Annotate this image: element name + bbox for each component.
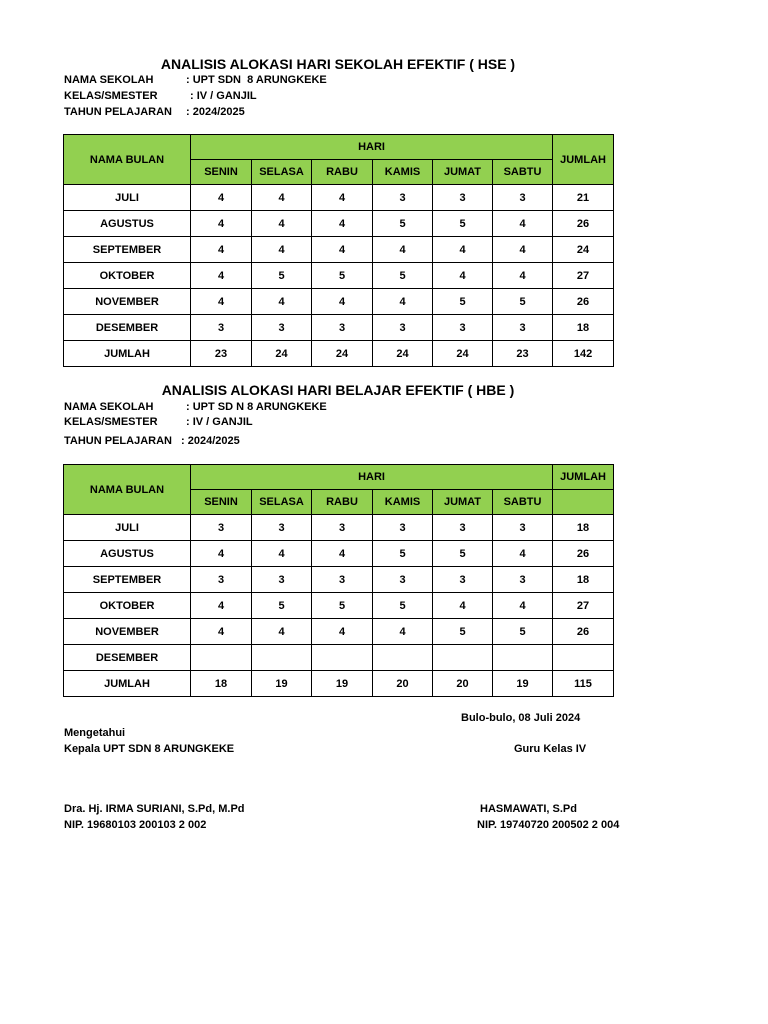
teacher-name: HASMAWATI, S.Pd	[480, 803, 577, 815]
column-total-cell: 19	[493, 671, 553, 697]
day-count-cell: 3	[191, 515, 252, 541]
table-row	[64, 619, 614, 645]
total-row-label: JUMLAH	[64, 341, 191, 367]
column-total-cell: 23	[493, 341, 553, 367]
column-total-cell: 24	[312, 341, 373, 367]
day-count-cell: 4	[312, 185, 373, 211]
row-total-cell: 18	[553, 515, 614, 541]
column-header-month: NAMA BULAN	[64, 135, 191, 185]
day-count-cell: 4	[433, 593, 493, 619]
table-row	[64, 263, 614, 289]
row-total-cell: 27	[553, 263, 614, 289]
hbe-year-label: TAHUN PELAJARAN	[64, 435, 172, 447]
total-row-label: JUMLAH	[64, 671, 191, 697]
day-count-cell: 3	[373, 515, 433, 541]
day-count-cell: 4	[373, 289, 433, 315]
table-row	[64, 645, 614, 671]
column-header-day: RABU	[312, 490, 373, 515]
day-count-cell: 4	[312, 289, 373, 315]
day-count-cell: 3	[191, 567, 252, 593]
day-count-cell: 3	[493, 515, 553, 541]
day-count-cell: 4	[252, 541, 312, 567]
month-cell: NOVEMBER	[64, 289, 191, 315]
day-count-cell: 5	[493, 619, 553, 645]
table-row	[64, 541, 614, 567]
hbe-year-value: : 2024/2025	[181, 435, 240, 447]
day-count-cell: 4	[493, 541, 553, 567]
day-count-cell: 4	[433, 237, 493, 263]
day-count-cell: 3	[312, 315, 373, 341]
column-header-day: SABTU	[493, 490, 553, 515]
row-total-cell	[553, 645, 614, 671]
column-total-cell: 23	[191, 341, 252, 367]
column-header-day: SENIN	[191, 490, 252, 515]
day-count-cell: 4	[252, 237, 312, 263]
day-count-cell	[312, 645, 373, 671]
month-cell: AGUSTUS	[64, 541, 191, 567]
hbe-table	[63, 464, 614, 697]
month-cell: DESEMBER	[64, 315, 191, 341]
hbe-school-label: NAMA SEKOLAH	[64, 401, 154, 413]
principal-name: Dra. Hj. IRMA SURIANI, S.Pd, M.Pd	[64, 803, 245, 815]
day-count-cell: 5	[312, 263, 373, 289]
day-count-cell: 4	[252, 211, 312, 237]
day-count-cell: 5	[373, 211, 433, 237]
row-total-cell: 26	[553, 289, 614, 315]
day-count-cell: 5	[252, 593, 312, 619]
column-total-cell: 19	[312, 671, 373, 697]
column-total-cell: 19	[252, 671, 312, 697]
day-count-cell: 3	[493, 315, 553, 341]
grand-total-cell: 142	[553, 341, 614, 367]
day-count-cell: 4	[252, 619, 312, 645]
table-row	[64, 593, 614, 619]
day-count-cell: 3	[373, 567, 433, 593]
total-row	[64, 341, 614, 367]
day-count-cell: 3	[433, 515, 493, 541]
principal-role: Kepala UPT SDN 8 ARUNGKEKE	[64, 743, 235, 755]
place-date: Bulo-bulo, 08 Juli 2024	[461, 712, 581, 724]
day-count-cell: 4	[312, 211, 373, 237]
day-count-cell: 4	[493, 237, 553, 263]
column-header-day: SABTU	[493, 160, 553, 185]
day-count-cell: 4	[312, 619, 373, 645]
day-count-cell: 4	[433, 263, 493, 289]
hbe-class-value: : IV / GANJIL	[186, 416, 253, 428]
acknowledge-label: Mengetahui	[64, 727, 126, 739]
day-count-cell: 4	[191, 289, 252, 315]
hse-title: ANALISIS ALOKASI HARI SEKOLAH EFEKTIF ( HSE )	[160, 56, 516, 72]
day-count-cell: 3	[312, 567, 373, 593]
column-header-day: KAMIS	[373, 490, 433, 515]
day-count-cell: 4	[191, 593, 252, 619]
column-header-days-group: HARI	[191, 135, 553, 160]
column-header-month: NAMA BULAN	[64, 465, 191, 515]
column-header-total: JUMLAH	[553, 465, 614, 490]
column-header-day: KAMIS	[373, 160, 433, 185]
hse-class-value: : IV / GANJIL	[190, 90, 257, 102]
day-count-cell	[373, 645, 433, 671]
day-count-cell: 3	[433, 315, 493, 341]
day-count-cell: 5	[252, 263, 312, 289]
hbe-school-value: : UPT SD N 8 ARUNGKEKE	[186, 401, 327, 413]
row-total-cell: 26	[553, 211, 614, 237]
month-cell: AGUSTUS	[64, 211, 191, 237]
column-header-day: SELASA	[252, 160, 312, 185]
row-total-cell: 27	[553, 593, 614, 619]
day-count-cell: 5	[433, 541, 493, 567]
day-count-cell: 4	[252, 185, 312, 211]
day-count-cell: 3	[252, 515, 312, 541]
column-total-cell: 20	[433, 671, 493, 697]
column-total-cell: 24	[373, 341, 433, 367]
hbe-title: ANALISIS ALOKASI HARI BELAJAR EFEKTIF ( HBE )	[161, 382, 515, 398]
column-header-day: SENIN	[191, 160, 252, 185]
day-count-cell: 4	[312, 237, 373, 263]
row-total-cell: 26	[553, 541, 614, 567]
teacher-role: Guru Kelas IV	[514, 743, 587, 755]
column-total-cell: 18	[191, 671, 252, 697]
day-count-cell: 5	[373, 541, 433, 567]
column-header-day: JUMAT	[433, 160, 493, 185]
hse-school-label: NAMA SEKOLAH	[64, 74, 154, 86]
day-count-cell: 3	[191, 315, 252, 341]
month-cell: SEPTEMBER	[64, 237, 191, 263]
day-count-cell: 4	[493, 211, 553, 237]
day-count-cell: 3	[252, 567, 312, 593]
day-count-cell: 4	[191, 541, 252, 567]
day-count-cell: 3	[373, 315, 433, 341]
principal-nip: NIP. 19680103 200103 2 002	[64, 819, 207, 831]
day-count-cell: 3	[252, 315, 312, 341]
month-cell: SEPTEMBER	[64, 567, 191, 593]
column-total-cell: 20	[373, 671, 433, 697]
hse-table	[63, 134, 614, 367]
day-count-cell: 5	[373, 263, 433, 289]
month-cell: NOVEMBER	[64, 619, 191, 645]
column-total-cell: 24	[433, 341, 493, 367]
total-row	[64, 671, 614, 697]
day-count-cell	[252, 645, 312, 671]
day-count-cell: 4	[191, 619, 252, 645]
table-row	[64, 315, 614, 341]
row-total-cell: 26	[553, 619, 614, 645]
row-total-cell: 18	[553, 315, 614, 341]
day-count-cell: 4	[252, 289, 312, 315]
day-count-cell: 5	[433, 619, 493, 645]
day-count-cell: 4	[191, 237, 252, 263]
hse-school-value: : UPT SDN 8 ARUNGKEKE	[186, 74, 327, 86]
hbe-class-label: KELAS/SMESTER	[64, 416, 158, 428]
month-cell: DESEMBER	[64, 645, 191, 671]
day-count-cell: 5	[373, 593, 433, 619]
day-count-cell: 3	[433, 567, 493, 593]
table-row	[64, 185, 614, 211]
day-count-cell: 4	[493, 593, 553, 619]
hse-year-value: : 2024/2025	[186, 106, 245, 118]
day-count-cell: 5	[312, 593, 373, 619]
day-count-cell	[191, 645, 252, 671]
table-row	[64, 567, 614, 593]
column-header-day: SELASA	[252, 490, 312, 515]
day-count-cell: 4	[493, 263, 553, 289]
column-total-cell: 24	[252, 341, 312, 367]
day-count-cell	[433, 645, 493, 671]
day-count-cell: 4	[373, 619, 433, 645]
column-header-total-blank	[553, 490, 614, 515]
month-cell: JULI	[64, 515, 191, 541]
hse-year-label: TAHUN PELAJARAN	[64, 106, 172, 118]
hse-class-label: KELAS/SMESTER	[64, 90, 158, 102]
day-count-cell: 5	[433, 289, 493, 315]
month-cell: JULI	[64, 185, 191, 211]
row-total-cell: 21	[553, 185, 614, 211]
column-header-day: JUMAT	[433, 490, 493, 515]
row-total-cell: 24	[553, 237, 614, 263]
day-count-cell: 3	[312, 515, 373, 541]
table-row	[64, 289, 614, 315]
day-count-cell: 4	[373, 237, 433, 263]
column-header-day: RABU	[312, 160, 373, 185]
table-row	[64, 237, 614, 263]
day-count-cell: 3	[373, 185, 433, 211]
day-count-cell: 4	[191, 185, 252, 211]
day-count-cell: 4	[312, 541, 373, 567]
day-count-cell: 3	[493, 185, 553, 211]
day-count-cell	[493, 645, 553, 671]
day-count-cell: 4	[191, 211, 252, 237]
table-row	[64, 515, 614, 541]
row-total-cell: 18	[553, 567, 614, 593]
day-count-cell: 4	[191, 263, 252, 289]
day-count-cell: 3	[493, 567, 553, 593]
table-row	[64, 211, 614, 237]
column-header-days-group: HARI	[191, 465, 553, 490]
column-header-total: JUMLAH	[553, 135, 614, 185]
month-cell: OKTOBER	[64, 263, 191, 289]
grand-total-cell: 115	[553, 671, 614, 697]
day-count-cell: 5	[493, 289, 553, 315]
month-cell: OKTOBER	[64, 593, 191, 619]
day-count-cell: 5	[433, 211, 493, 237]
day-count-cell: 3	[433, 185, 493, 211]
teacher-nip: NIP. 19740720 200502 2 004	[477, 819, 620, 831]
